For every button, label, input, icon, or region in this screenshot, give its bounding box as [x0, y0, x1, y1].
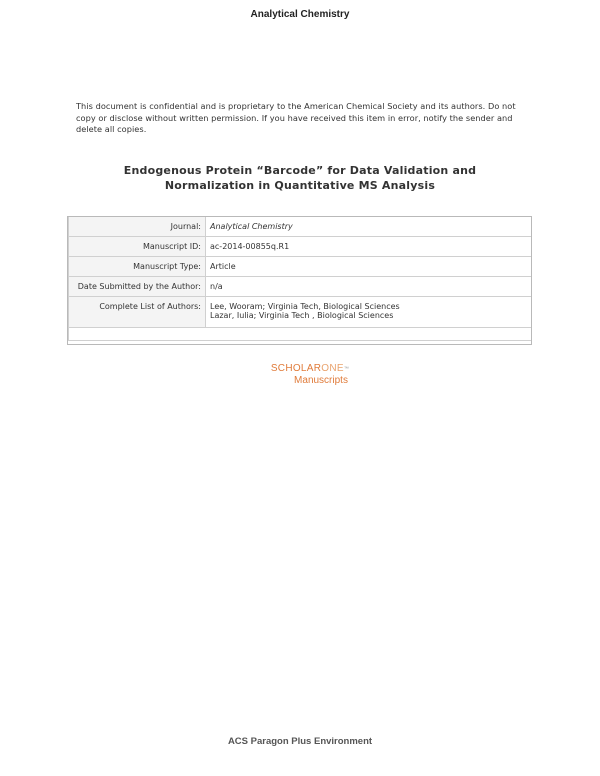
journal-value: Analytical Chemistry — [206, 217, 532, 237]
document-title-line-2: Normalization in Quantitative MS Analysis — [164, 179, 436, 192]
journal-label: Journal: — [69, 217, 206, 237]
document-title — [0, 163, 600, 193]
table-row — [69, 297, 532, 328]
authors-label: Complete List of Authors: — [69, 297, 206, 328]
author-entry: Lee, Wooram; Virginia Tech, Biological Sciences — [210, 302, 400, 311]
scholarone-wordmark — [0, 363, 600, 375]
manuscript-type-label: Manuscript Type: — [69, 257, 206, 277]
page-footer: ACS Paragon Plus Environment — [227, 736, 373, 747]
date-submitted-label: Date Submitted by the Author: — [69, 277, 206, 297]
confidentiality-notice: This document is confidential and is proprietary to the American Chemical Society and its authors. Do not copy or disclose without written permission. If you have received this item in error, notify the sender and delete all copies. — [76, 101, 516, 134]
logo-part-one: ONE — [321, 363, 344, 374]
date-submitted-value: n/a — [206, 277, 532, 297]
manuscript-type-value: Article — [206, 257, 532, 277]
logo-subtitle: Manuscripts — [294, 375, 348, 386]
authors-value — [206, 297, 532, 328]
table-row — [69, 237, 532, 257]
empty-row — [69, 328, 532, 341]
table-row — [69, 328, 532, 341]
scholarone-logo — [0, 363, 600, 387]
table-row — [69, 217, 532, 237]
table-row — [69, 257, 532, 277]
journal-header: Analytical Chemistry — [250, 9, 350, 20]
trademark-symbol: ™ — [343, 366, 350, 372]
table-row — [69, 277, 532, 297]
logo-part-scholar: SCHOLAR — [270, 363, 322, 374]
manuscript-id-label: Manuscript ID: — [69, 237, 206, 257]
manuscript-id-value: ac-2014-00855q.R1 — [206, 237, 532, 257]
author-entry: Lazar, Iulia; Virginia Tech , Biological Sciences — [210, 311, 394, 320]
document-title-line-1: Endogenous Protein “Barcode” for Data Validation and — [123, 164, 477, 177]
manuscript-metadata-table — [68, 216, 532, 341]
